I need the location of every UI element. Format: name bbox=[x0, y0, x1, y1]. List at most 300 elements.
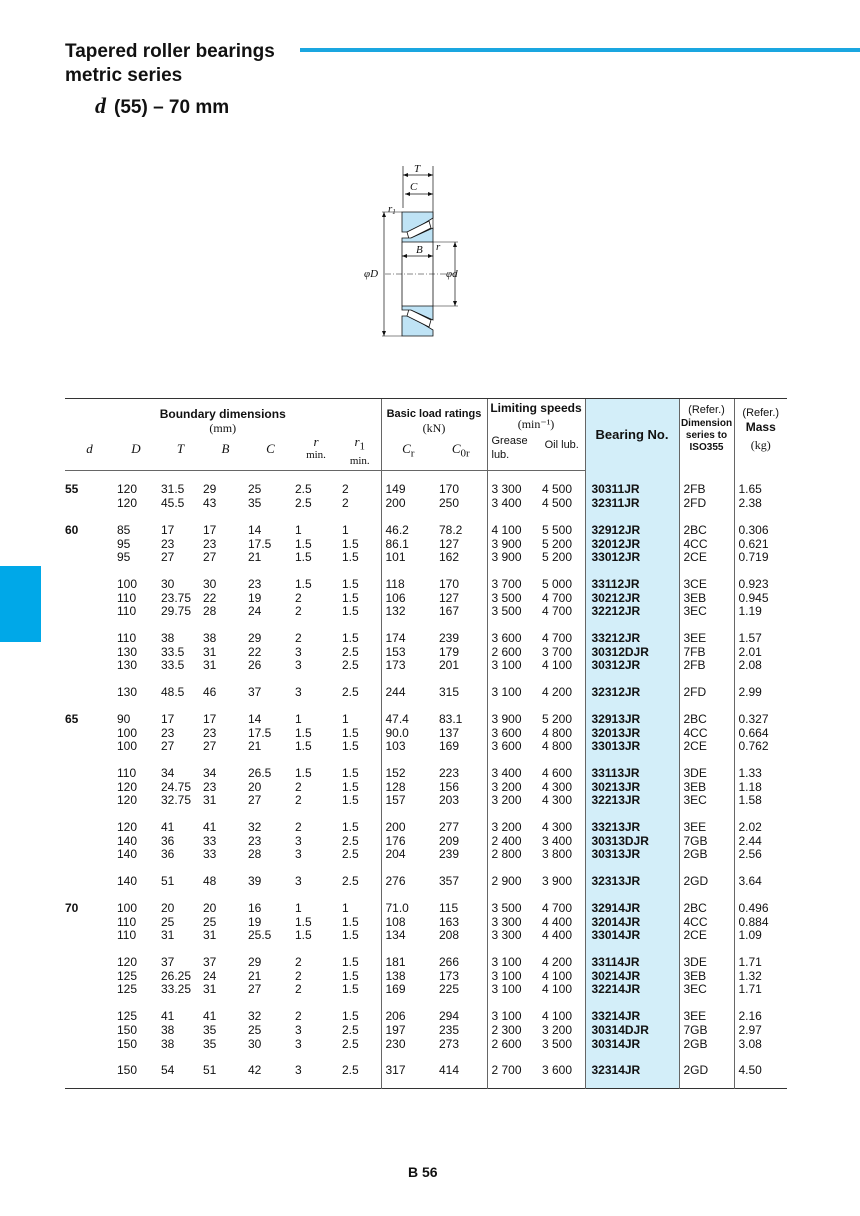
cell-series: 2GB bbox=[679, 848, 734, 862]
cell-C0r: 235 bbox=[439, 1022, 460, 1037]
cell-d: 55 bbox=[65, 482, 79, 497]
cell-T: 38 bbox=[161, 631, 175, 646]
cell-d bbox=[65, 538, 114, 552]
cell-grease: 3 600 bbox=[487, 740, 539, 754]
cell-r: 2.5 bbox=[295, 482, 312, 497]
cell-C0r: 162 bbox=[439, 550, 460, 565]
cell-C: 23 bbox=[248, 576, 262, 591]
cell-oil: 3 800 bbox=[542, 847, 573, 862]
table-row bbox=[65, 1051, 787, 1088]
table-row bbox=[65, 862, 787, 889]
cell-Cr: 90.0 bbox=[381, 727, 435, 741]
cell-B: 51 bbox=[203, 1063, 217, 1078]
cell-grease: 3 100 bbox=[487, 970, 539, 984]
cell-mass: 0.306 bbox=[734, 511, 787, 538]
cell-C: 21 bbox=[248, 739, 262, 754]
cell-bearing: 32313JR bbox=[585, 862, 679, 889]
cell-d bbox=[65, 848, 114, 862]
title-rule bbox=[300, 48, 860, 52]
cell-oil: 4 700 bbox=[542, 900, 573, 915]
cell-D: 85 bbox=[117, 522, 131, 537]
cell-C0r: 169 bbox=[439, 739, 460, 754]
cell-C: 27 bbox=[248, 793, 262, 808]
cell-grease: 2 600 bbox=[487, 646, 539, 660]
cell-Cr: 197 bbox=[381, 1024, 435, 1038]
cell-bearing: 30314DJR bbox=[585, 1024, 679, 1038]
cell-grease: 3 400 bbox=[487, 497, 539, 511]
cell-Cr: 86.1 bbox=[381, 538, 435, 552]
page-subtitle bbox=[95, 93, 229, 119]
cell-r1: 1.5 bbox=[342, 725, 359, 740]
col-C-header: C bbox=[248, 435, 293, 471]
cell-grease: 3 200 bbox=[487, 808, 539, 835]
cell-C: 37 bbox=[248, 685, 262, 700]
cell-D: 100 bbox=[117, 725, 138, 740]
cell-d bbox=[65, 754, 114, 781]
cell-B: 23 bbox=[203, 779, 217, 794]
cell-grease: 3 900 bbox=[487, 551, 539, 565]
cell-bearing: 32311JR bbox=[585, 497, 679, 511]
title-line-1: Tapered roller bearings bbox=[65, 41, 275, 62]
cell-Cr: 134 bbox=[381, 929, 435, 943]
cell-r1: 2.5 bbox=[342, 1022, 359, 1037]
cell-oil: 3 600 bbox=[542, 1063, 573, 1078]
cell-Cr: 230 bbox=[381, 1038, 435, 1052]
cell-r1: 1.5 bbox=[342, 982, 359, 997]
cell-Cr: 103 bbox=[381, 740, 435, 754]
col-B-header: B bbox=[203, 435, 248, 471]
cell-oil: 3 700 bbox=[542, 644, 573, 659]
cell-bearing: 32213JR bbox=[585, 794, 679, 808]
col-grease-header: Grease lub. bbox=[487, 435, 539, 471]
col-r-header: r min. bbox=[293, 435, 339, 471]
cell-mass: 3.08 bbox=[734, 1038, 787, 1052]
cell-D: 110 bbox=[117, 914, 137, 929]
cell-C0r: 163 bbox=[439, 914, 460, 929]
cell-series: 3EB bbox=[679, 781, 734, 795]
cell-D: 120 bbox=[117, 496, 138, 511]
cell-series: 4CC bbox=[679, 727, 734, 741]
cell-oil: 4 300 bbox=[542, 779, 573, 794]
cell-bearing: 32312JR bbox=[585, 673, 679, 700]
cell-mass: 1.09 bbox=[734, 929, 787, 943]
cell-Cr: 47.4 bbox=[381, 700, 435, 727]
table-row bbox=[65, 1038, 787, 1052]
cell-D: 100 bbox=[117, 739, 138, 754]
cell-grease: 3 500 bbox=[487, 605, 539, 619]
cell-grease: 2 400 bbox=[487, 835, 539, 849]
cell-T: 33.25 bbox=[161, 982, 192, 997]
cell-B: 24 bbox=[203, 968, 217, 983]
cell-C: 25 bbox=[248, 482, 262, 497]
cell-D: 125 bbox=[117, 968, 138, 983]
col-D-header: D bbox=[114, 435, 158, 471]
diagram-label-r1: r1 bbox=[388, 203, 396, 216]
cell-T: 45.5 bbox=[161, 496, 185, 511]
cell-bearing: 30313JR bbox=[585, 848, 679, 862]
cell-d bbox=[65, 997, 114, 1024]
cell-Cr: 106 bbox=[381, 592, 435, 606]
cell-d bbox=[65, 1038, 114, 1052]
cell-r1: 2.5 bbox=[342, 833, 359, 848]
cell-oil: 4 600 bbox=[542, 765, 573, 780]
cell-C: 19 bbox=[248, 914, 262, 929]
cell-grease: 3 700 bbox=[487, 565, 539, 592]
cell-B: 37 bbox=[203, 954, 217, 969]
cell-bearing: 33213JR bbox=[585, 808, 679, 835]
cell-oil: 4 100 bbox=[542, 968, 573, 983]
cell-bearing: 32214JR bbox=[585, 983, 679, 997]
cell-bearing: 33112JR bbox=[585, 565, 679, 592]
cell-bearing: 30214JR bbox=[585, 970, 679, 984]
cell-C: 42 bbox=[248, 1063, 262, 1078]
cell-r1: 1.5 bbox=[342, 914, 359, 929]
cell-r1: 2.5 bbox=[342, 658, 359, 673]
cell-series: 3EE bbox=[679, 619, 734, 646]
cell-series: 2GD bbox=[679, 1051, 734, 1088]
cell-series: 3DE bbox=[679, 754, 734, 781]
cell-r1: 1.5 bbox=[342, 779, 359, 794]
cell-r: 2 bbox=[295, 793, 302, 808]
page-title bbox=[65, 40, 275, 88]
cell-bearing: 33012JR bbox=[585, 551, 679, 565]
table-row bbox=[65, 970, 787, 984]
cell-series: 3EE bbox=[679, 808, 734, 835]
cell-oil: 3 200 bbox=[542, 1022, 573, 1037]
cell-r: 3 bbox=[295, 644, 302, 659]
cell-r: 1.5 bbox=[295, 576, 312, 591]
cell-grease: 2 300 bbox=[487, 1024, 539, 1038]
cell-grease: 3 100 bbox=[487, 659, 539, 673]
cell-grease: 2 700 bbox=[487, 1051, 539, 1088]
cell-r: 2 bbox=[295, 779, 302, 794]
cell-r1: 1.5 bbox=[342, 576, 359, 591]
cell-C: 23 bbox=[248, 833, 262, 848]
cell-r1: 1.5 bbox=[342, 928, 359, 943]
table-row bbox=[65, 781, 787, 795]
cell-T: 30 bbox=[161, 576, 175, 591]
cell-B: 20 bbox=[203, 900, 217, 915]
cell-d bbox=[65, 673, 114, 700]
cell-C0r: 137 bbox=[439, 725, 460, 740]
cell-Cr: 157 bbox=[381, 794, 435, 808]
cell-oil: 4 700 bbox=[542, 604, 573, 619]
cell-D: 120 bbox=[117, 793, 138, 808]
cell-B: 46 bbox=[203, 685, 217, 700]
cell-D: 110 bbox=[117, 928, 137, 943]
cell-mass: 1.32 bbox=[734, 970, 787, 984]
cell-C: 30 bbox=[248, 1036, 262, 1051]
cell-bearing: 30312JR bbox=[585, 659, 679, 673]
cell-series: 2GB bbox=[679, 1038, 734, 1052]
cell-mass: 1.33 bbox=[734, 754, 787, 781]
cell-series: 3EC bbox=[679, 794, 734, 808]
cell-oil: 4 300 bbox=[542, 820, 573, 835]
cell-T: 41 bbox=[161, 1009, 175, 1024]
cell-r1: 2.5 bbox=[342, 685, 359, 700]
cell-Cr: 138 bbox=[381, 970, 435, 984]
cell-B: 31 bbox=[203, 982, 217, 997]
cell-C: 17.5 bbox=[248, 725, 272, 740]
cell-r1: 1.5 bbox=[342, 793, 359, 808]
cell-r1: 1.5 bbox=[342, 631, 359, 646]
cell-mass: 0.762 bbox=[734, 740, 787, 754]
cell-C0r: 170 bbox=[439, 482, 460, 497]
cell-r: 2 bbox=[295, 604, 302, 619]
cell-T: 24.75 bbox=[161, 779, 192, 794]
cell-grease: 3 600 bbox=[487, 619, 539, 646]
cell-bearing: 32014JR bbox=[585, 916, 679, 930]
cell-r: 1.5 bbox=[295, 928, 312, 943]
cell-C0r: 277 bbox=[439, 820, 460, 835]
cell-C: 21 bbox=[248, 968, 262, 983]
cell-r: 1 bbox=[295, 900, 302, 915]
cell-r: 2 bbox=[295, 968, 302, 983]
cell-d bbox=[65, 970, 114, 984]
cell-d bbox=[65, 727, 114, 741]
cell-T: 27 bbox=[161, 550, 175, 565]
cell-C0r: 250 bbox=[439, 496, 460, 511]
mass-header: (Refer.) Mass (kg) bbox=[734, 399, 787, 471]
cell-T: 48.5 bbox=[161, 685, 185, 700]
cell-series: 2FD bbox=[679, 497, 734, 511]
cell-bearing: 33212JR bbox=[585, 619, 679, 646]
cell-d bbox=[65, 565, 114, 592]
cell-B: 41 bbox=[203, 1009, 217, 1024]
cell-mass: 1.65 bbox=[734, 471, 787, 497]
cell-mass: 1.71 bbox=[734, 943, 787, 970]
cell-r: 3 bbox=[295, 1036, 302, 1051]
cell-r1: 1.5 bbox=[342, 765, 359, 780]
cell-series: 4CC bbox=[679, 538, 734, 552]
cell-C: 26.5 bbox=[248, 765, 272, 780]
cell-C: 32 bbox=[248, 1009, 262, 1024]
cell-D: 125 bbox=[117, 982, 138, 997]
cell-series: 7GB bbox=[679, 1024, 734, 1038]
cell-mass: 0.664 bbox=[734, 727, 787, 741]
table-row bbox=[65, 551, 787, 565]
cell-d bbox=[65, 740, 114, 754]
col-C0r-header: $C_{0r}$ bbox=[435, 435, 487, 471]
cell-C0r: 170 bbox=[439, 576, 460, 591]
cell-d bbox=[65, 794, 114, 808]
cell-d bbox=[65, 592, 114, 606]
cell-series: 2BC bbox=[679, 511, 734, 538]
cell-mass: 0.884 bbox=[734, 916, 787, 930]
cell-r: 3 bbox=[295, 1063, 302, 1078]
bearing-no-header: Bearing No. bbox=[585, 399, 679, 471]
table-row bbox=[65, 659, 787, 673]
cell-T: 33.5 bbox=[161, 644, 185, 659]
cell-oil: 4 400 bbox=[542, 928, 573, 943]
cell-bearing: 32314JR bbox=[585, 1051, 679, 1088]
cell-bearing: 33214JR bbox=[585, 997, 679, 1024]
cell-D: 150 bbox=[117, 1022, 138, 1037]
cell-bearing: 32913JR bbox=[585, 700, 679, 727]
cell-Cr: 108 bbox=[381, 916, 435, 930]
cell-r1: 2 bbox=[342, 482, 349, 497]
diagram-label-B: B bbox=[416, 244, 423, 256]
cell-oil: 5 200 bbox=[542, 711, 573, 726]
cell-series: 3DE bbox=[679, 943, 734, 970]
cell-grease: 2 900 bbox=[487, 862, 539, 889]
cell-B: 25 bbox=[203, 914, 217, 929]
table-row bbox=[65, 808, 787, 835]
cell-T: 41 bbox=[161, 820, 175, 835]
cell-C0r: 83.1 bbox=[439, 711, 463, 726]
cell-D: 140 bbox=[117, 874, 138, 889]
cell-mass: 0.719 bbox=[734, 551, 787, 565]
cell-T: 31.5 bbox=[161, 482, 185, 497]
cell-series: 3EE bbox=[679, 997, 734, 1024]
cell-D: 130 bbox=[117, 658, 138, 673]
title-line-2: metric series bbox=[65, 65, 183, 86]
table-row bbox=[65, 619, 787, 646]
cell-C0r: 315 bbox=[439, 685, 460, 700]
cell-oil: 3 900 bbox=[542, 874, 573, 889]
cell-C: 14 bbox=[248, 711, 262, 726]
cell-T: 37 bbox=[161, 954, 175, 969]
cell-T: 26.25 bbox=[161, 968, 192, 983]
cell-d bbox=[65, 1051, 114, 1088]
cell-Cr: 149 bbox=[381, 471, 435, 497]
col-Cr-header: $C_r$ bbox=[381, 435, 435, 471]
cell-D: 120 bbox=[117, 779, 138, 794]
table-row bbox=[65, 497, 787, 511]
table-row bbox=[65, 646, 787, 660]
cell-oil: 5 500 bbox=[542, 522, 573, 537]
table-row bbox=[65, 929, 787, 943]
cell-C: 26 bbox=[248, 658, 262, 673]
cell-C0r: 78.2 bbox=[439, 522, 463, 537]
cell-series: 2CE bbox=[679, 929, 734, 943]
cell-r: 3 bbox=[295, 685, 302, 700]
cell-r1: 1 bbox=[342, 522, 349, 537]
cell-C0r: 357 bbox=[439, 874, 460, 889]
cell-B: 41 bbox=[203, 820, 217, 835]
cell-T: 23 bbox=[161, 536, 175, 551]
cell-r: 1.5 bbox=[295, 739, 312, 754]
cell-Cr: 152 bbox=[381, 754, 435, 781]
cell-series: 2FB bbox=[679, 659, 734, 673]
cell-d bbox=[65, 835, 114, 849]
cell-C: 16 bbox=[248, 900, 262, 915]
cell-oil: 4 800 bbox=[542, 739, 573, 754]
cell-T: 34 bbox=[161, 765, 175, 780]
cell-r: 1 bbox=[295, 522, 302, 537]
cell-C0r: 414 bbox=[439, 1063, 460, 1078]
cell-mass: 2.97 bbox=[734, 1024, 787, 1038]
cell-D: 130 bbox=[117, 644, 138, 659]
cell-r1: 1.5 bbox=[342, 604, 359, 619]
table-row bbox=[65, 538, 787, 552]
cell-C: 25.5 bbox=[248, 928, 272, 943]
cell-d bbox=[65, 551, 114, 565]
cell-B: 48 bbox=[203, 874, 217, 889]
cell-r: 2 bbox=[295, 1009, 302, 1024]
cell-T: 36 bbox=[161, 847, 175, 862]
cell-C0r: 294 bbox=[439, 1009, 460, 1024]
cell-oil: 4 200 bbox=[542, 685, 573, 700]
table-body bbox=[65, 471, 787, 1089]
cell-oil: 4 500 bbox=[542, 496, 573, 511]
cell-Cr: 206 bbox=[381, 997, 435, 1024]
table-row bbox=[65, 848, 787, 862]
cell-C0r: 201 bbox=[439, 658, 460, 673]
cell-D: 140 bbox=[117, 847, 138, 862]
cell-bearing: 33113JR bbox=[585, 754, 679, 781]
cell-B: 23 bbox=[203, 536, 217, 551]
page-number: B 56 bbox=[408, 1164, 438, 1180]
cell-D: 100 bbox=[117, 900, 138, 915]
cell-D: 130 bbox=[117, 685, 138, 700]
cell-Cr: 46.2 bbox=[381, 511, 435, 538]
cell-grease: 3 500 bbox=[487, 889, 539, 916]
cell-C0r: 167 bbox=[439, 604, 460, 619]
cell-grease: 3 100 bbox=[487, 997, 539, 1024]
col-oil-header: Oil lub. bbox=[539, 435, 585, 471]
cell-D: 95 bbox=[117, 550, 131, 565]
cell-D: 150 bbox=[117, 1036, 138, 1051]
cell-B: 34 bbox=[203, 765, 217, 780]
cell-mass: 2.01 bbox=[734, 646, 787, 660]
cell-C: 39 bbox=[248, 874, 262, 889]
cell-D: 110 bbox=[117, 765, 137, 780]
cell-r: 1.5 bbox=[295, 914, 312, 929]
cell-B: 31 bbox=[203, 928, 217, 943]
cell-r: 2 bbox=[295, 590, 302, 605]
cell-r: 2 bbox=[295, 820, 302, 835]
cell-oil: 5 200 bbox=[542, 536, 573, 551]
cell-Cr: 317 bbox=[381, 1051, 435, 1088]
cell-d: 60 bbox=[65, 522, 79, 537]
cell-mass: 2.56 bbox=[734, 848, 787, 862]
cell-T: 33.5 bbox=[161, 658, 185, 673]
cell-C: 19 bbox=[248, 590, 262, 605]
cell-d: 65 bbox=[65, 711, 79, 726]
cell-C0r: 203 bbox=[439, 793, 460, 808]
cell-d bbox=[65, 808, 114, 835]
cell-T: 31 bbox=[161, 928, 175, 943]
diagram-label-C: C bbox=[410, 181, 418, 193]
cell-r1: 1.5 bbox=[342, 590, 359, 605]
cell-T: 23.75 bbox=[161, 590, 192, 605]
cell-bearing: 32912JR bbox=[585, 511, 679, 538]
cell-mass: 1.18 bbox=[734, 781, 787, 795]
cell-C: 29 bbox=[248, 954, 262, 969]
cell-C0r: 173 bbox=[439, 968, 460, 983]
cell-grease: 3 200 bbox=[487, 794, 539, 808]
cell-r1: 2.5 bbox=[342, 644, 359, 659]
cell-C0r: 225 bbox=[439, 982, 460, 997]
cell-d bbox=[65, 646, 114, 660]
cell-r1: 1 bbox=[342, 900, 349, 915]
cell-r1: 1.5 bbox=[342, 536, 359, 551]
cell-bearing: 33014JR bbox=[585, 929, 679, 943]
cell-D: 110 bbox=[117, 604, 137, 619]
cell-grease: 4 100 bbox=[487, 511, 539, 538]
cell-bearing: 30311JR bbox=[585, 471, 679, 497]
cell-bearing: 32914JR bbox=[585, 889, 679, 916]
cell-T: 25 bbox=[161, 914, 175, 929]
cell-C0r: 156 bbox=[439, 779, 460, 794]
cell-Cr: 169 bbox=[381, 983, 435, 997]
cell-B: 31 bbox=[203, 793, 217, 808]
cell-r1: 2.5 bbox=[342, 1036, 359, 1051]
cell-series: 3EC bbox=[679, 983, 734, 997]
table-row bbox=[65, 511, 787, 538]
cell-C: 21 bbox=[248, 550, 262, 565]
